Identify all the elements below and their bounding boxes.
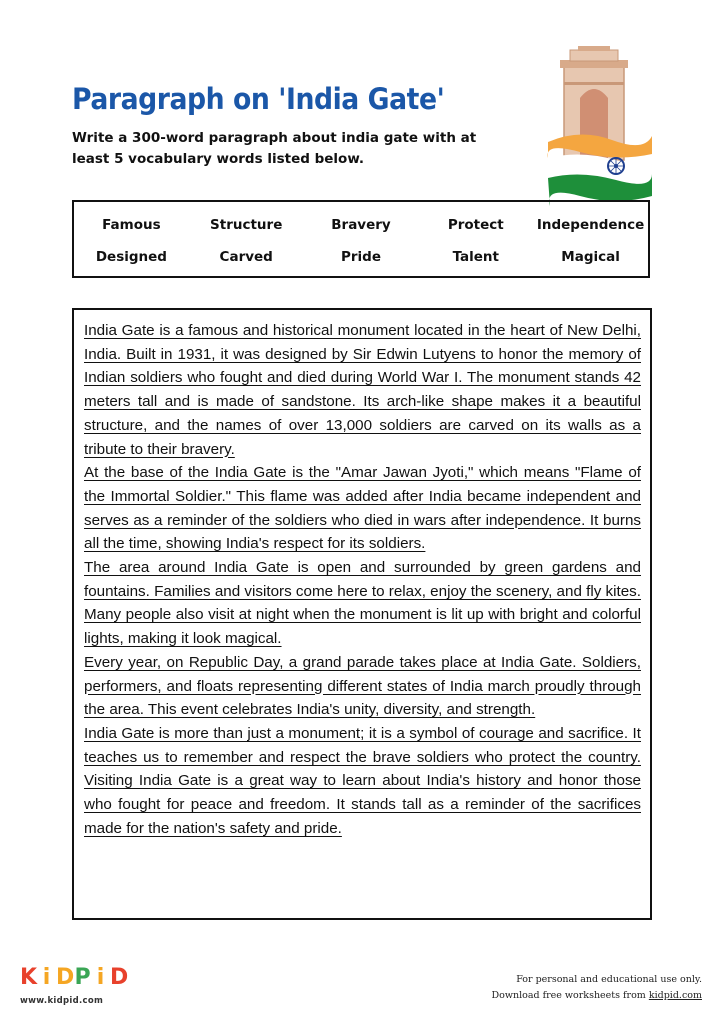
logo-letter: P	[74, 965, 91, 990]
logo-letter: D	[56, 965, 75, 990]
logo-wordmark	[20, 966, 127, 990]
footer-line-usage: For personal and educational use only.	[516, 974, 702, 985]
indian-flag-icon	[548, 134, 652, 206]
logo-letter: K	[20, 965, 38, 990]
logo-url[interactable]: www.kidpid.com	[20, 996, 104, 1006]
vocab-word: Bravery	[331, 217, 391, 233]
vocab-word: Independence	[536, 217, 645, 233]
vocab-word: Talent	[452, 249, 499, 265]
page-title: Paragraph on 'India Gate'	[72, 82, 445, 116]
footer-kidpid-link[interactable]: kidpid.com	[648, 990, 702, 1001]
footer-download-text: Download free worksheets from	[491, 990, 646, 1001]
paragraph: India Gate is a famous and historical monument located in the heart of New Delhi, India. Built in 1931, it was designed by Sir Edwin Lutyens to honor the memory of Indian soldiers who fought and died during World War I. The monument stands 42 meters tall and is made of sandstone. Its arch-like shape makes it a beautiful structure, and the names of over 13,000 soldiers are carved on its walls as a tribute to their bravery.	[84, 322, 641, 458]
vocabulary-box	[72, 200, 650, 278]
paragraph: India Gate is more than just a monument; it is a symbol of courage and sacrifice. It teaches us to remember and respect the brave soldiers who protect the country. Visiting India Gate is a great way to learn about India's history and honor those who fought for peace and freedom. It stands tall as a reminder of the sacrifices made for the nation's safety and pride.	[84, 724, 641, 837]
logo-letter: i	[42, 965, 51, 990]
logo-letter: D	[110, 965, 129, 990]
paragraph: The area around India Gate is open and surrounded by green gardens and fountains. Families and visitors come here to relax, enjoy the scenery, and fly kites. Many people also visit at night when the monument is lit up with bright and colorful lights, making it look magical.	[84, 559, 641, 648]
footer-note	[491, 972, 702, 1004]
kidpid-logo[interactable]	[20, 966, 127, 1006]
vocab-word: Carved	[219, 249, 273, 265]
vocabulary-grid	[74, 202, 648, 273]
logo-letter: i	[96, 965, 105, 990]
paragraph: At the base of the India Gate is the "Amar Jawan Jyoti," which means "Flame of the Immortal Soldier." This flame was added after India became independent and serves as a reminder of the soldiers who died in wars after independence. It burns all the time, showing India's respect for its soldiers.	[84, 464, 641, 553]
vocab-word: Protect	[447, 217, 504, 233]
paragraph: Every year, on Republic Day, a grand parade takes place at India Gate. Soldiers, performers, and floats representing different states of India march proudly through the area. This event celebrates India's unity, diversity, and strength.	[84, 653, 641, 719]
paragraph-box	[72, 308, 652, 920]
india-gate-illustration	[540, 46, 660, 206]
vocab-word: Magical	[561, 249, 620, 265]
footer-line-download	[491, 988, 702, 1004]
vocab-word: Famous	[102, 217, 161, 233]
vocab-word: Structure	[210, 217, 283, 233]
instructions: Write a 300-word paragraph about india gate with at least 5 vocabulary words listed below.	[72, 130, 477, 167]
vocab-word: Designed	[95, 249, 167, 265]
vocab-word: Pride	[340, 249, 381, 265]
